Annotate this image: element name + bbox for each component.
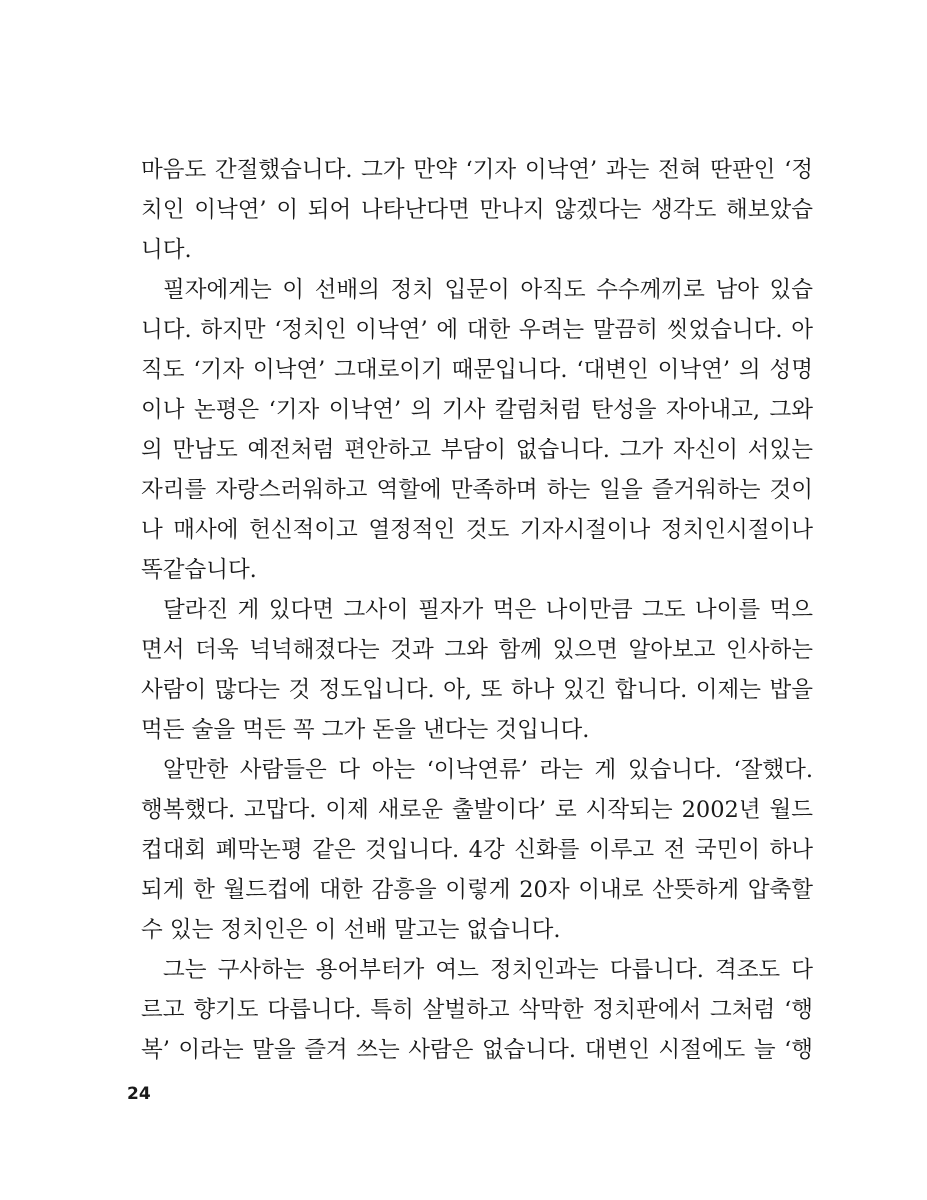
text-line: 복’ 이라는 말을 즐겨 쓰는 사람은 없습니다. 대변인 시절에도 늘 ‘행 xyxy=(141,1037,813,1063)
paragraph xyxy=(141,750,813,950)
text-line: 필자에게는 이 선배의 정치 입문이 아직도 수수께끼로 남아 있습 xyxy=(163,277,813,303)
text-line: 나 매사에 헌신적이고 열정적인 것도 기자시절이나 정치인시절이나 xyxy=(141,517,813,543)
text-line: 면서 더욱 넉넉해졌다는 것과 그와 함께 있으면 알아보고 인사하는 xyxy=(141,637,813,663)
text-line: 행복했다. 고맙다. 이제 새로운 출발이다’ 로 시작되는 2002년 월드 xyxy=(141,797,813,823)
text-line: 직도 ‘기자 이낙연’ 그대로이기 때문입니다. ‘대변인 이낙연’ 의 성명 xyxy=(141,357,813,383)
page-number: 24 xyxy=(127,1084,151,1104)
text-line: 니다. 하지만 ‘정치인 이낙연’ 에 대한 우려는 말끔히 씻었습니다. 아 xyxy=(141,317,813,343)
text-line: 수 있는 정치인은 이 선배 말고는 없습니다. xyxy=(141,917,561,943)
text-line: 그는 구사하는 용어부터가 여느 정치인과는 다릅니다. 격조도 다 xyxy=(163,957,813,983)
text-line: 알만한 사람들은 다 아는 ‘이낙연류’ 라는 게 있습니다. ‘잘했다. xyxy=(163,757,813,783)
text-line: 이나 논평은 ‘기자 이낙연’ 의 기사 칼럼처럼 탄성을 자아내고, 그와 xyxy=(141,397,813,423)
text-line: 의 만남도 예전처럼 편안하고 부담이 없습니다. 그가 자신이 서있는 xyxy=(141,437,813,463)
text-line: 똑같습니다. xyxy=(141,557,257,583)
paragraph xyxy=(141,150,813,270)
text-line: 사람이 많다는 것 정도입니다. 아, 또 하나 있긴 합니다. 이제는 밥을 xyxy=(141,677,813,703)
text-line: 되게 한 월드컵에 대한 감흥을 이렇게 20자 이내로 산뜻하게 압축할 xyxy=(141,877,813,903)
text-line: 컵대회 폐막논평 같은 것입니다. 4강 신화를 이루고 전 국민이 하나 xyxy=(141,837,813,863)
paragraph xyxy=(141,590,813,750)
paragraph xyxy=(141,950,813,1070)
text-line: 니다. xyxy=(141,237,192,263)
text-line: 달라진 게 있다면 그사이 필자가 먹은 나이만큼 그도 나이를 먹으 xyxy=(163,597,813,623)
text-line: 마음도 간절했습니다. 그가 만약 ‘기자 이낙연’ 과는 전혀 딴판인 ‘정 xyxy=(141,157,813,183)
text-line: 르고 향기도 다릅니다. 특히 살벌하고 삭막한 정치판에서 그처럼 ‘행 xyxy=(141,997,813,1023)
text-line: 먹든 술을 먹든 꼭 그가 돈을 낸다는 것입니다. xyxy=(141,717,590,743)
text-line: 자리를 자랑스러워하고 역할에 만족하며 하는 일을 즐거워하는 것이 xyxy=(141,477,813,503)
body-text xyxy=(141,150,813,1070)
text-line: 치인 이낙연’ 이 되어 나타난다면 만나지 않겠다는 생각도 해보았습 xyxy=(141,197,813,223)
paragraph xyxy=(141,270,813,590)
